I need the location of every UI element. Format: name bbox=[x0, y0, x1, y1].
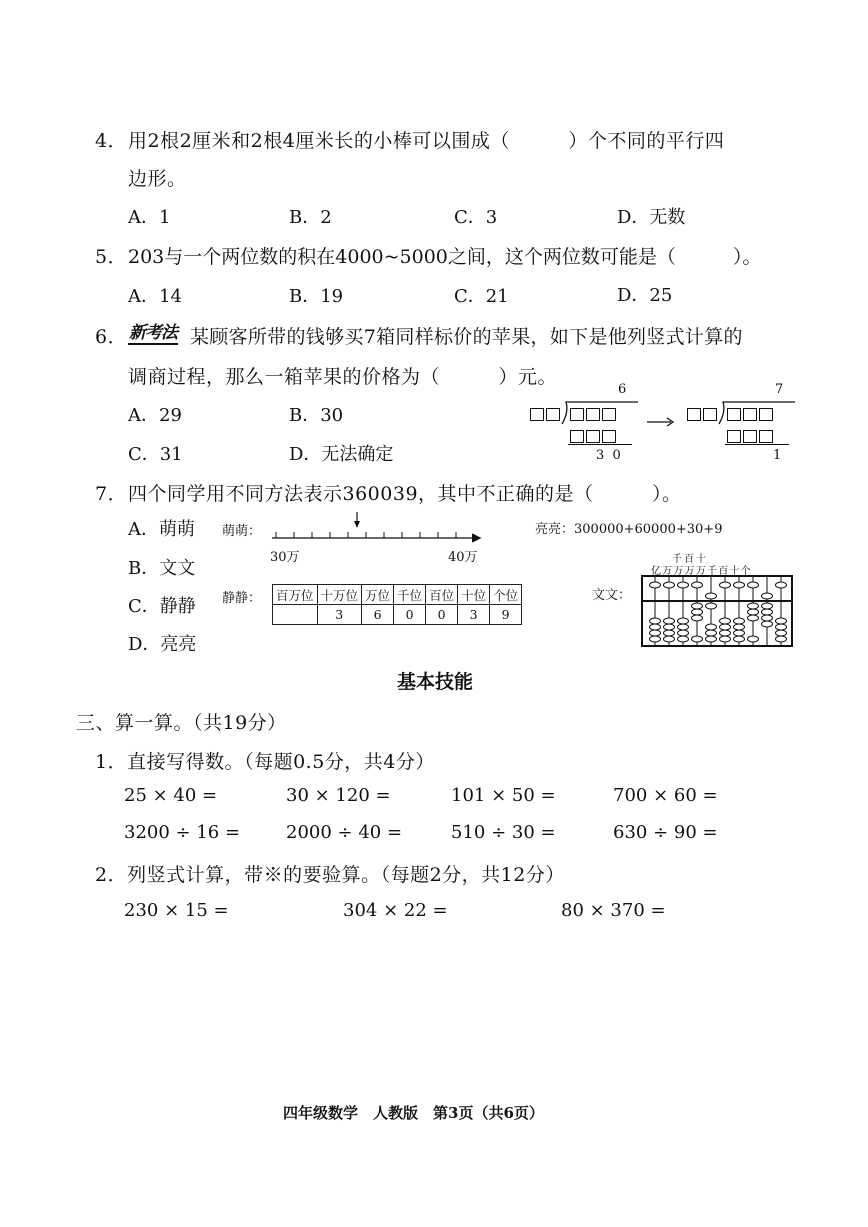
abacus-bottom-label: 万 bbox=[673, 566, 685, 577]
division1-rule bbox=[568, 444, 632, 445]
digit-cell: 0 bbox=[426, 605, 458, 625]
number-line-right-label: 40万 bbox=[448, 550, 478, 565]
vertical-calc-item: 80 × 370 = bbox=[561, 900, 666, 921]
q4-option-c[interactable]: C．3 bbox=[454, 207, 498, 228]
q6-text-line1: 某顾客所带的钱够买7箱同样标价的苹果，如下是他列竖式计算的 bbox=[190, 326, 743, 348]
digit-cell: 3 bbox=[317, 605, 362, 625]
division2-product bbox=[727, 426, 775, 445]
long-division-2 bbox=[687, 382, 797, 467]
part2-heading: 2．列竖式计算，带※的要验算。（每题2分，共12分） bbox=[95, 864, 565, 886]
q4-option-b[interactable]: B．2 bbox=[289, 207, 332, 228]
number-line bbox=[268, 510, 488, 546]
q6-number: 6． bbox=[95, 326, 128, 348]
badge-label: 新考法 bbox=[128, 318, 178, 345]
place-value-header-row bbox=[273, 585, 522, 605]
q4-option-d[interactable]: D．无数 bbox=[617, 207, 686, 228]
abacus-bottom-label: 亿 bbox=[651, 566, 663, 577]
digit-cell: 3 bbox=[458, 605, 490, 625]
abacus bbox=[641, 575, 793, 647]
calc-item: 25 × 40 = bbox=[124, 785, 218, 806]
abacus-bottom-label: 万 bbox=[684, 566, 696, 577]
q7-option-a[interactable]: A．萌萌 bbox=[128, 519, 195, 540]
new-exam-badge bbox=[128, 318, 178, 345]
calc-item: 3200 ÷ 16 = bbox=[124, 822, 241, 843]
vertical-calc-item: 230 × 15 = bbox=[124, 900, 229, 921]
abacus-bottom-label: 十 bbox=[729, 566, 741, 577]
digit-cell: 0 bbox=[394, 605, 426, 625]
q4-text-line2: 边形。 bbox=[128, 168, 187, 190]
digit-cell bbox=[273, 605, 318, 625]
abacus-bottom-label: 万 bbox=[662, 566, 674, 577]
abacus-bottom-label: 万 bbox=[695, 566, 708, 577]
abacus-top-label: 百 bbox=[684, 554, 696, 565]
q6-option-c[interactable]: C．31 bbox=[128, 444, 183, 465]
place-value-table bbox=[272, 584, 522, 625]
vertical-calc-item: 304 × 22 = bbox=[343, 900, 448, 921]
calc-item: 2000 ÷ 40 = bbox=[286, 822, 403, 843]
q4-option-a[interactable]: A．1 bbox=[128, 207, 171, 228]
liangliang-expression: 亮亮：300000+60000+30+9 bbox=[535, 522, 723, 537]
q7-option-b[interactable]: B．文文 bbox=[128, 558, 196, 579]
q4-number: 4． bbox=[95, 130, 128, 152]
abacus-bottom-label: 个 bbox=[740, 566, 752, 577]
jingjing-label: 静静： bbox=[222, 591, 262, 606]
q7-number: 7． bbox=[95, 483, 128, 505]
q6-option-d[interactable]: D．无法确定 bbox=[289, 444, 394, 465]
abacus-top-label: 十 bbox=[696, 554, 708, 565]
number-line-left-label: 30万 bbox=[270, 550, 300, 565]
abacus-bottom-label: 百 bbox=[718, 566, 730, 577]
part1-heading: 1．直接写得数。（每题0.5分，共4分） bbox=[95, 751, 435, 773]
q7-text: 四个同学用不同方法表示360039，其中不正确的是（ ）。 bbox=[128, 483, 682, 505]
digit-cell: 9 bbox=[490, 605, 522, 625]
section-title: 基本技能 bbox=[397, 671, 474, 693]
calc-item: 630 ÷ 90 = bbox=[613, 822, 718, 843]
division1-product bbox=[570, 426, 618, 445]
q6-text-line2: 调商过程，那么一箱苹果的价格为（ ）元。 bbox=[128, 366, 558, 388]
abacus-top-label: 千 bbox=[672, 554, 684, 565]
abacus-bottom-label: 千 bbox=[707, 566, 719, 577]
place-value-digit-row bbox=[273, 605, 522, 625]
division1-quotient: 6 bbox=[618, 382, 627, 397]
page-footer: 四年级数学 人教版 第3页（共6页） bbox=[283, 1104, 544, 1122]
division1-divisor bbox=[530, 404, 562, 423]
q6-option-a[interactable]: A．29 bbox=[128, 405, 182, 426]
wenwen-label: 文文： bbox=[592, 588, 632, 603]
header-cell: 百位 bbox=[426, 585, 458, 605]
mengmeng-label: 萌萌： bbox=[222, 524, 262, 539]
division2-quotient: 7 bbox=[775, 382, 784, 397]
q5-option-a[interactable]: A．14 bbox=[128, 286, 182, 307]
calc-item: 101 × 50 = bbox=[451, 785, 556, 806]
header-cell: 万位 bbox=[362, 585, 394, 605]
arrow-right-icon bbox=[647, 416, 675, 428]
calc-item: 510 ÷ 30 = bbox=[451, 822, 556, 843]
header-cell: 百万位 bbox=[273, 585, 318, 605]
q5-option-d[interactable]: D．25 bbox=[617, 285, 673, 306]
long-division-1 bbox=[530, 382, 640, 467]
q6-option-b[interactable]: B．30 bbox=[289, 405, 344, 426]
q7-option-c[interactable]: C．静静 bbox=[128, 596, 196, 617]
header-cell: 个位 bbox=[490, 585, 522, 605]
section3-heading: 三、算一算。（共19分） bbox=[76, 712, 287, 734]
q7-option-d[interactable]: D．亮亮 bbox=[128, 634, 197, 655]
q4-text-line1: 用2根2厘米和2根4厘米长的小棒可以围成（ ）个不同的平行四 bbox=[128, 130, 725, 152]
header-cell: 千位 bbox=[394, 585, 426, 605]
header-cell: 十位 bbox=[458, 585, 490, 605]
q5-number: 5． bbox=[95, 246, 128, 268]
q5-text: 203与一个两位数的积在4000~5000之间，这个两位数可能是（ ）。 bbox=[128, 246, 762, 268]
division1-remainder: 3 0 bbox=[596, 448, 621, 463]
calc-item: 30 × 120 = bbox=[286, 785, 391, 806]
division2-remainder: 1 bbox=[773, 448, 782, 463]
q5-option-b[interactable]: B．19 bbox=[289, 286, 344, 307]
division2-divisor bbox=[687, 404, 719, 423]
calc-item: 700 × 60 = bbox=[613, 785, 718, 806]
division2-dividend bbox=[727, 404, 775, 423]
header-cell: 十万位 bbox=[317, 585, 362, 605]
q5-option-c[interactable]: C．21 bbox=[454, 286, 509, 307]
division1-dividend bbox=[570, 404, 618, 423]
division2-rule bbox=[725, 444, 789, 445]
digit-cell: 6 bbox=[362, 605, 394, 625]
